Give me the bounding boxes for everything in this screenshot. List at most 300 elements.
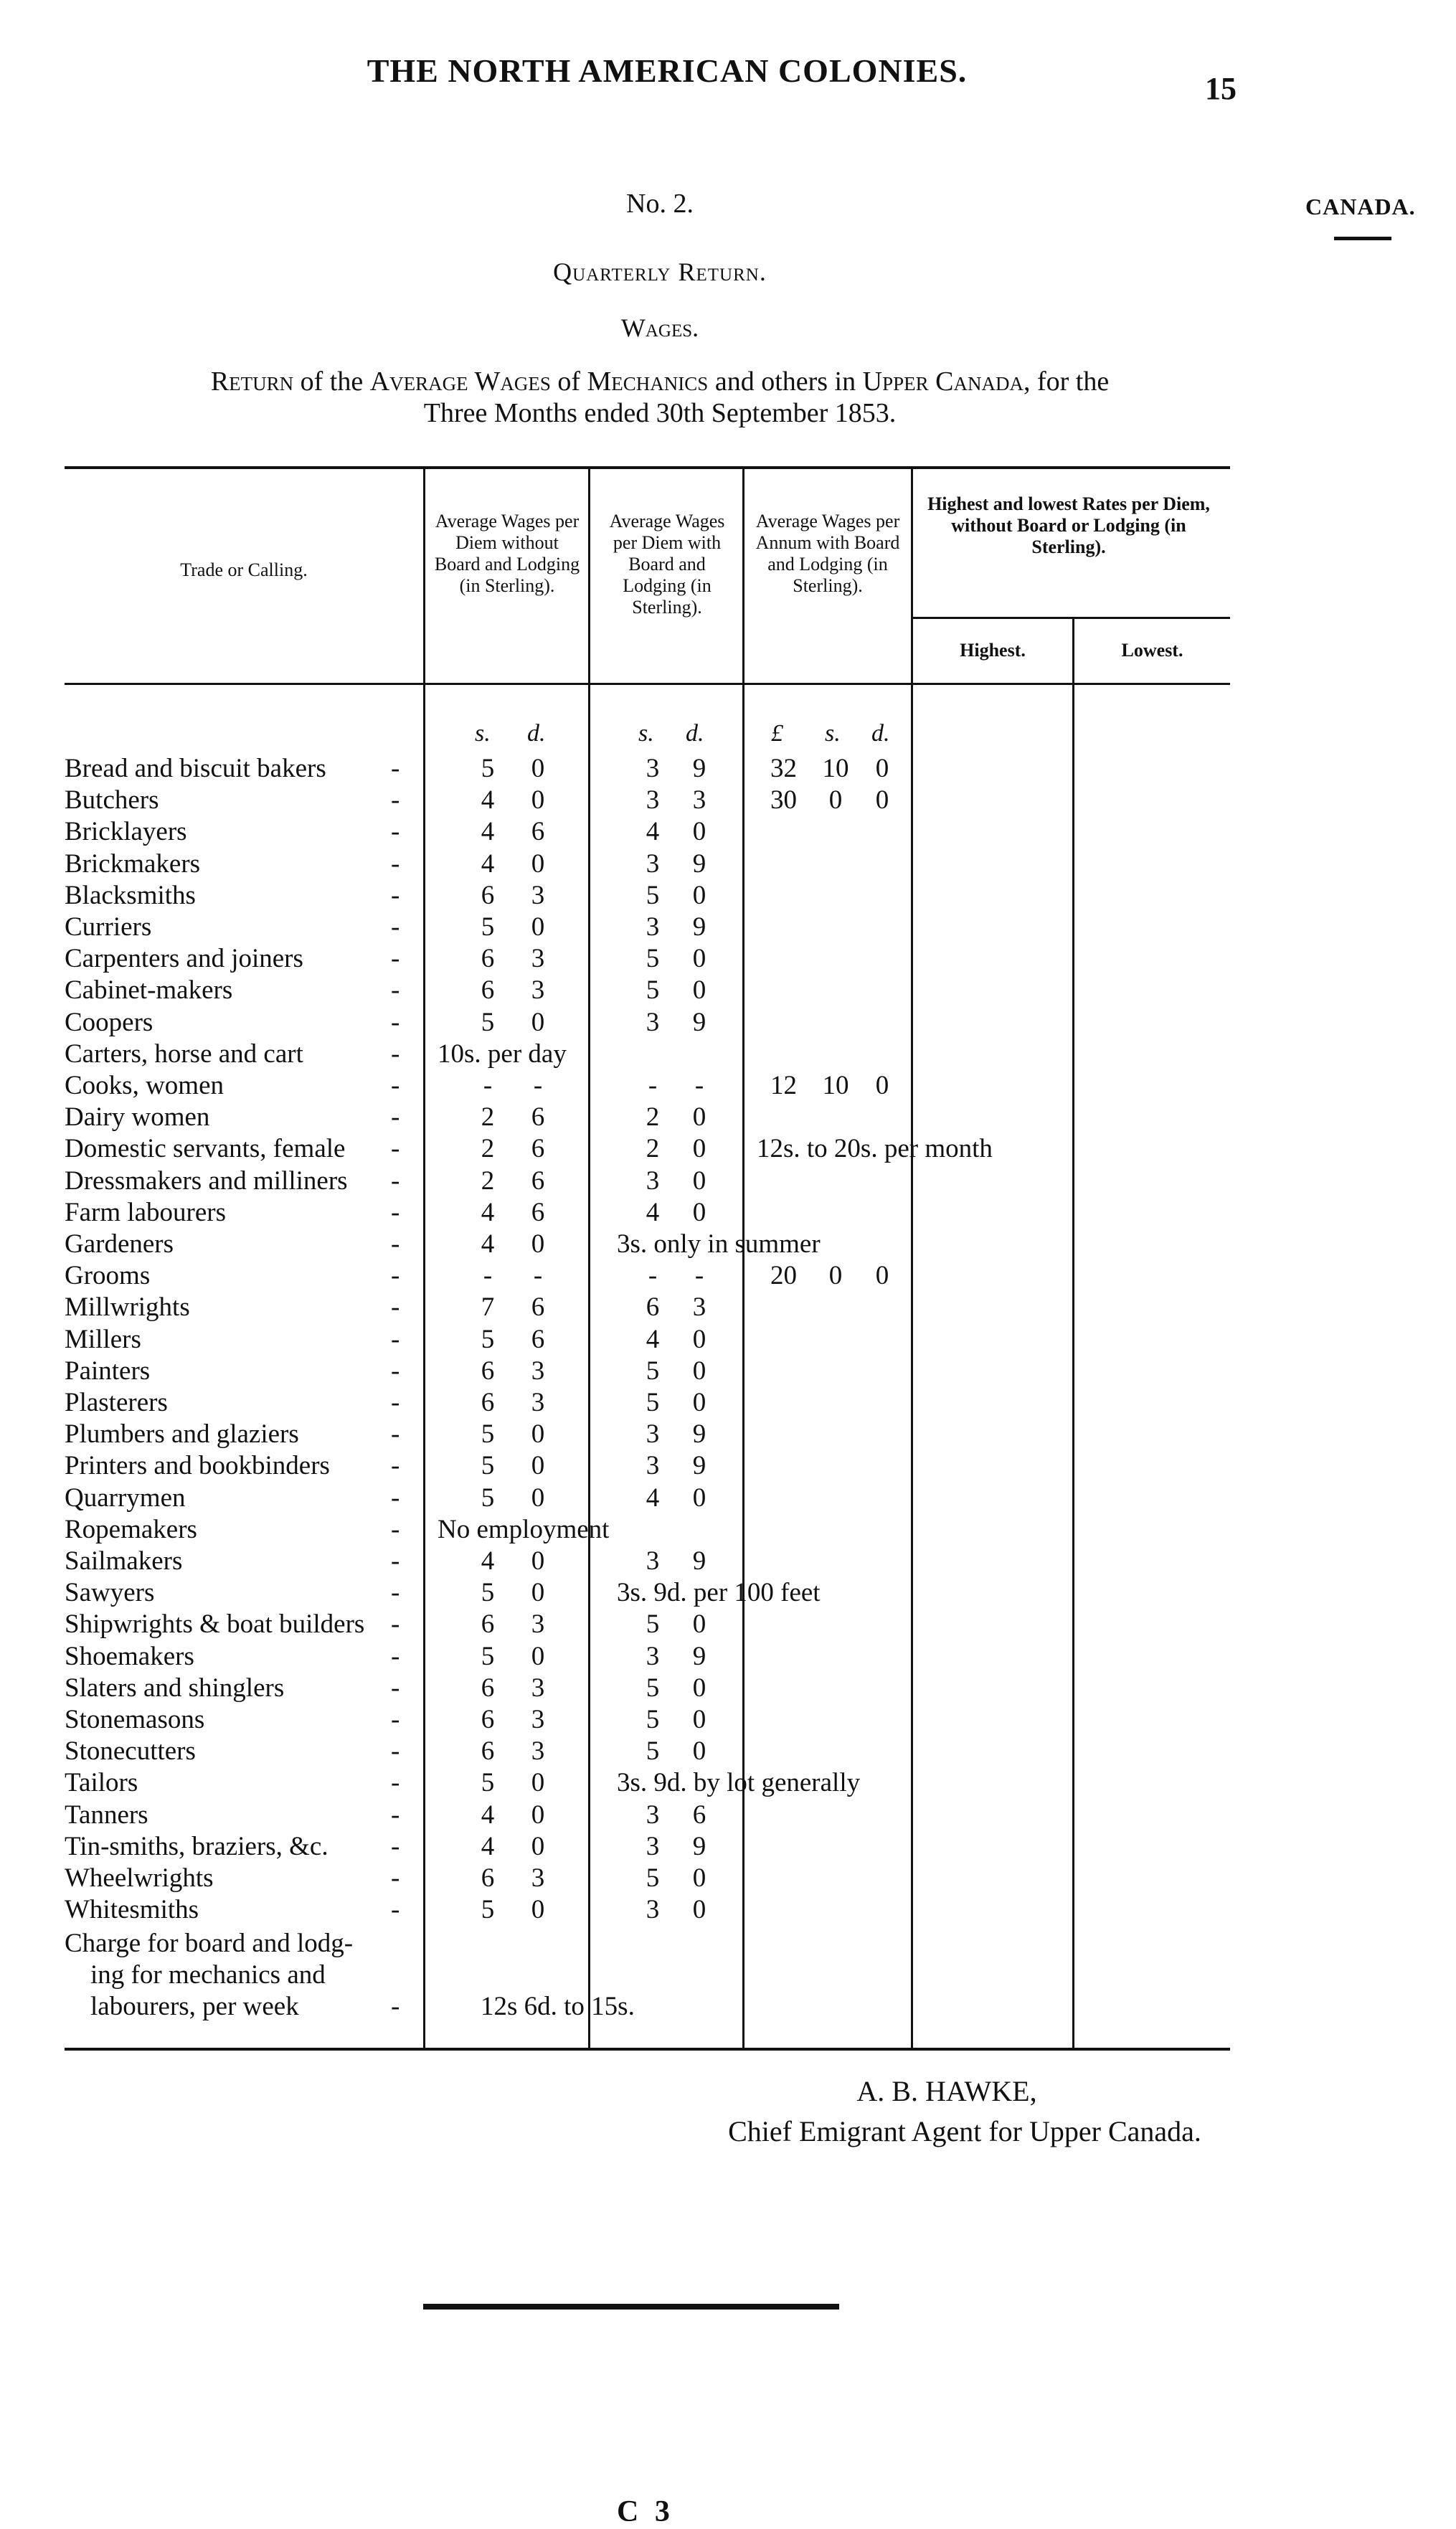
table-row (65, 1483, 1230, 1514)
value-c2s: 5 (646, 880, 660, 910)
trade-name: Quarrymen (65, 1483, 186, 1513)
leader-dash: - (391, 1102, 400, 1133)
trade-name: Farm labourers (65, 1197, 227, 1227)
value-c2d: 0 (692, 1197, 706, 1227)
return-title (86, 366, 1234, 429)
leader-dash: - (391, 1992, 400, 2021)
value-c2s: 4 (646, 1483, 660, 1513)
value-c1d: 0 (531, 1831, 545, 1861)
board-row-line-3 (65, 1991, 1230, 2023)
value-c1d: 0 (531, 785, 545, 816)
value-c2s: 6 (646, 1292, 660, 1323)
value-c1s: 4 (481, 1229, 495, 1259)
table-row (65, 1356, 1230, 1387)
value-c1d: 6 (531, 1292, 545, 1323)
trade-name: Coopers (65, 1007, 153, 1037)
value-c2s: 5 (646, 1356, 660, 1386)
leader-dash: - (391, 1609, 400, 1640)
value-c2s: 3 (646, 912, 660, 942)
table-row (65, 1070, 1230, 1102)
leader-dash: - (391, 975, 400, 1006)
value-c2s: 5 (646, 1863, 660, 1893)
value-c1d: 3 (531, 1356, 545, 1386)
value-c1d: 0 (531, 1451, 545, 1481)
table-row (65, 1292, 1230, 1323)
value-c2d: 0 (692, 1324, 706, 1354)
leader-dash: - (391, 1071, 400, 1100)
title-text: of the (293, 367, 370, 397)
trade-name: Carters, horse and cart (65, 1039, 303, 1069)
value-c3s: 10 (822, 754, 849, 783)
value-c1s: 6 (481, 1356, 495, 1386)
value-c2d: 0 (692, 1356, 706, 1386)
value-c1s: 5 (481, 1419, 495, 1450)
table-row (65, 1387, 1230, 1419)
trade-name: Sailmakers (65, 1546, 183, 1576)
table-row (65, 1133, 1230, 1165)
value-c1d: 0 (531, 848, 545, 879)
trade-name: Shipwrights & boat builders (65, 1609, 365, 1640)
value-c1d: 3 (531, 975, 545, 1006)
value-c2s: - (648, 1071, 658, 1100)
value-c1d: 0 (531, 754, 545, 783)
leader-dash: - (391, 754, 400, 783)
page-number: 15 (1205, 71, 1237, 106)
value-c2d: 0 (692, 1388, 706, 1417)
value-c2s: - (648, 1261, 658, 1291)
value-c2s: 3 (646, 785, 660, 816)
table-row (65, 753, 1230, 785)
signature-title: Chief Emigrant Agent for Upper Canada. (728, 2115, 1201, 2147)
value-c1d: - (533, 1071, 543, 1100)
trade-name: Painters (65, 1356, 151, 1386)
value-c1s: 4 (481, 1546, 495, 1576)
spanning-note: 10s. per day (438, 1039, 567, 1069)
value-c2d: 9 (692, 754, 706, 783)
value-c2s: 5 (646, 975, 660, 1006)
value-c3l: 12 (770, 1071, 797, 1100)
trade-name: Butchers (65, 785, 159, 816)
header-col3: Average Wages per Annum with Board and Lodging (in Sterling). (755, 511, 900, 596)
quarterly-heading: Quarterly Return. (553, 257, 767, 286)
table-row (65, 1863, 1230, 1894)
title-text: and others in (708, 367, 863, 397)
value-c2d: 9 (692, 1641, 706, 1671)
value-c3s: 0 (828, 1261, 843, 1291)
unit-s-col1: s. (475, 720, 491, 747)
trade-name: Cabinet-makers (65, 975, 233, 1006)
value-c2s: 3 (646, 1166, 660, 1196)
table-row (65, 880, 1230, 912)
value-c2s: 5 (646, 1736, 660, 1767)
value-c2s: 3 (646, 1451, 660, 1481)
leader-dash: - (391, 1863, 400, 1893)
value-c1s: 6 (481, 1673, 495, 1703)
value-c2d: 9 (692, 912, 706, 942)
value-c2d: 3 (692, 1292, 706, 1323)
unit-pound-col3: £ (771, 720, 783, 747)
value-c3d: 0 (875, 1071, 889, 1100)
table-row (65, 848, 1230, 880)
table-row (65, 1229, 1230, 1260)
table-row (65, 1894, 1230, 1926)
value-c2s: 3 (646, 1419, 660, 1450)
value-c2s: 2 (646, 1134, 660, 1164)
trade-name: Plumbers and glaziers (65, 1419, 299, 1450)
value-c3l: 32 (770, 754, 797, 783)
value-c1s: 4 (481, 1800, 495, 1830)
table-row (65, 1831, 1230, 1863)
value-c1d: 6 (531, 1324, 545, 1354)
side-note-rule (1334, 237, 1391, 240)
wages-heading: Wages. (620, 313, 699, 342)
value-c1s: 5 (481, 912, 495, 942)
leader-dash: - (391, 1641, 400, 1671)
trade-name: Tailors (65, 1768, 138, 1798)
leader-dash: - (391, 1705, 400, 1734)
leader-dash: - (391, 912, 400, 942)
value-c2s: 3 (646, 848, 660, 879)
table-row (65, 1641, 1230, 1673)
value-c1s: 5 (481, 1578, 495, 1608)
trade-name: Blacksmiths (65, 880, 196, 910)
value-c2d: 0 (692, 1736, 706, 1767)
leader-dash: - (391, 1292, 400, 1323)
value-c1s: 5 (481, 1483, 495, 1513)
value-c1s: 5 (481, 754, 495, 783)
value-c1s: 4 (481, 1831, 495, 1861)
value-c1s: 4 (481, 1197, 495, 1227)
table-row (65, 1166, 1230, 1197)
header-col1: Average Wages per Diem without Board and Lodging (in Sterling). (434, 511, 580, 596)
trade-name: Bread and biscuit bakers (65, 754, 326, 783)
unit-d-col2: d. (686, 720, 704, 747)
header-trade: Trade or Calling. (180, 559, 308, 580)
trade-name: Bricklayers (65, 817, 187, 847)
table-row (65, 1007, 1230, 1039)
value-c1s: 7 (481, 1292, 495, 1323)
value-c2d: - (694, 1261, 704, 1291)
return-number: No. 2. (626, 189, 694, 219)
value-c1s: 5 (481, 1007, 495, 1037)
value-c2d: 0 (692, 1705, 706, 1734)
table-row (65, 1736, 1230, 1767)
leader-dash: - (391, 817, 400, 847)
value-c1d: 0 (531, 1895, 545, 1925)
signature-mark: C 3 (617, 2495, 674, 2528)
trade-name: Millwrights (65, 1292, 190, 1323)
value-c2s: 3 (646, 1546, 660, 1576)
value-c2d: 0 (692, 1483, 706, 1513)
value-c1d: 0 (531, 1419, 545, 1450)
value-c1d: 3 (531, 1609, 545, 1640)
table-row (65, 1800, 1230, 1831)
value-c2s: 3 (646, 1800, 660, 1830)
trade-name: Dressmakers and milliners (65, 1166, 348, 1196)
header-lowest: Lowest. (1121, 640, 1183, 661)
table-row (65, 1673, 1230, 1704)
value-c1d: 0 (531, 1800, 545, 1830)
trade-name: Shoemakers (65, 1641, 194, 1671)
value-c1d: 3 (531, 880, 545, 910)
leader-dash: - (391, 1800, 400, 1830)
trade-name: Slaters and shinglers (65, 1673, 285, 1703)
table-row (65, 1197, 1230, 1229)
unit-s-col3: s. (825, 720, 841, 747)
value-c1d: 0 (531, 1768, 545, 1798)
value-c1s: 2 (481, 1134, 495, 1164)
title-word-mechanics: Mechanics (587, 367, 709, 397)
value-c2d: 6 (692, 1800, 706, 1830)
value-c1s: - (483, 1261, 493, 1291)
value-c1s: 6 (481, 1388, 495, 1417)
value-c1s: 4 (481, 848, 495, 879)
value-c1s: 2 (481, 1166, 495, 1196)
table-row (65, 816, 1230, 848)
value-c2s: 4 (646, 1197, 660, 1227)
table-row (65, 1767, 1230, 1799)
closing-rule (423, 2304, 839, 2310)
leader-dash: - (391, 1514, 400, 1544)
value-c3d: 0 (875, 754, 889, 783)
table-bottom-rule (65, 2048, 1230, 2051)
leader-dash: - (391, 1039, 400, 1069)
trade-name: Cooks, women (65, 1071, 224, 1100)
value-c3d: 0 (875, 785, 889, 816)
spanning-note: 3s. 9d. by lot generally (617, 1768, 861, 1798)
value-c1d: 0 (531, 912, 545, 942)
value-c1d: 6 (531, 1102, 545, 1133)
header-highest: Highest. (960, 640, 1026, 661)
value-c1d: 0 (531, 1578, 545, 1608)
spanning-note: 3s. 9d. per 100 feet (617, 1578, 821, 1608)
value-c1s: 6 (481, 1736, 495, 1767)
title-text: of (550, 367, 587, 397)
value-c3s: 10 (822, 1071, 849, 1100)
value-c2s: 3 (646, 1007, 660, 1037)
leader-dash: - (391, 1007, 400, 1037)
value-c2s: 2 (646, 1102, 660, 1133)
value-c1d: 3 (531, 1388, 545, 1417)
value-c1s: 4 (481, 785, 495, 816)
value-c3l: 20 (770, 1261, 797, 1291)
trade-name: Ropemakers (65, 1514, 197, 1544)
value-c2d: 0 (692, 1673, 706, 1703)
value-c2d: 0 (692, 944, 706, 974)
leader-dash: - (391, 1768, 400, 1798)
value-c2d: 0 (692, 1609, 706, 1640)
leader-dash: - (391, 1736, 400, 1767)
table-row (65, 1546, 1230, 1577)
value-c1s: 6 (481, 880, 495, 910)
leader-dash: - (391, 785, 400, 816)
table-row (65, 785, 1230, 816)
value-c2d: 0 (692, 1166, 706, 1196)
value-c1s: 5 (481, 1641, 495, 1671)
table-row (65, 1039, 1230, 1070)
table-row (65, 1102, 1230, 1133)
board-row-line-1 (65, 1928, 1230, 1960)
value-c1s: 5 (481, 1324, 495, 1354)
value-c2d: 0 (692, 1895, 706, 1925)
leader-dash: - (391, 944, 400, 974)
table-row (65, 1704, 1230, 1736)
value-c1s: 6 (481, 1863, 495, 1893)
value-c1s: 6 (481, 1705, 495, 1734)
value-c1s: 4 (481, 817, 495, 847)
title-text: , for the (1023, 367, 1110, 397)
subheader-rule (911, 617, 1230, 619)
title-word-upper-canada: Upper Canada (862, 367, 1024, 397)
leader-dash: - (391, 1229, 400, 1259)
board-row-value: 12s 6d. to 15s. (481, 1992, 635, 2021)
table-row (65, 975, 1230, 1006)
table-row (65, 912, 1230, 943)
trade-name: Wheelwrights (65, 1863, 214, 1893)
value-c1s: - (483, 1071, 493, 1100)
value-c1s: 5 (481, 1451, 495, 1481)
trade-name: Stonemasons (65, 1705, 205, 1734)
title-word-return: Return (210, 367, 294, 397)
title-line-2: Three Months ended 30th September 1853. (423, 398, 897, 428)
trade-name: Gardeners (65, 1229, 174, 1259)
value-c1s: 5 (481, 1895, 495, 1925)
value-c1s: 6 (481, 975, 495, 1006)
value-c1d: 6 (531, 817, 545, 847)
value-c1d: 0 (531, 1546, 545, 1576)
leader-dash: - (391, 1451, 400, 1481)
trade-name: Whitesmiths (65, 1895, 199, 1925)
value-c1d: 3 (531, 1863, 545, 1893)
value-c2s: 5 (646, 1609, 660, 1640)
header-col2: Average Wages per Diem with Board and Lodging (in Sterling). (609, 511, 725, 618)
value-c3d: 0 (875, 1261, 889, 1291)
value-c2d: 9 (692, 1831, 706, 1861)
board-row-text: Charge for board and lodg- (65, 1929, 354, 1958)
leader-dash: - (391, 1166, 400, 1196)
leader-dash: - (391, 1419, 400, 1450)
value-c2s: 3 (646, 754, 660, 783)
value-c1d: 3 (531, 1705, 545, 1734)
trade-name: Stonecutters (65, 1736, 196, 1767)
leader-dash: - (391, 1197, 400, 1227)
value-c2d: 9 (692, 1451, 706, 1481)
value-c2s: 3 (646, 1895, 660, 1925)
table-row (65, 1450, 1230, 1482)
leader-dash: - (391, 1673, 400, 1703)
leader-dash: - (391, 1388, 400, 1417)
wage-table (65, 466, 1230, 2051)
value-c2d: 9 (692, 848, 706, 879)
value-c2s: 4 (646, 817, 660, 847)
trade-name: Brickmakers (65, 848, 201, 879)
trade-name: Printers and bookbinders (65, 1451, 330, 1481)
value-c1d: 0 (531, 1483, 545, 1513)
value-c2s: 5 (646, 944, 660, 974)
value-c1d: 0 (531, 1007, 545, 1037)
value-c1d: 6 (531, 1166, 545, 1196)
table-top-rule (65, 466, 1230, 469)
header-col4: Highest and lowest Rates per Diem, without Board or Lodging (in Sterling). (927, 493, 1210, 557)
value-c1s: 5 (481, 1768, 495, 1798)
leader-dash: - (391, 1895, 400, 1925)
table-row (65, 1419, 1230, 1450)
value-c1d: 0 (531, 1229, 545, 1259)
board-row-line-2 (65, 1960, 1230, 1991)
trade-name: Tin-smiths, braziers, &c. (65, 1831, 328, 1861)
table-row (65, 1260, 1230, 1292)
value-c1d: 3 (531, 1736, 545, 1767)
value-c2s: 4 (646, 1324, 660, 1354)
value-c2s: 5 (646, 1673, 660, 1703)
value-c2d: 9 (692, 1007, 706, 1037)
board-row-text: ing for mechanics and (90, 1960, 326, 1990)
table-row (65, 1577, 1230, 1609)
leader-dash: - (391, 1261, 400, 1291)
value-c2s: 3 (646, 1831, 660, 1861)
leader-dash: - (391, 1483, 400, 1513)
leader-dash: - (391, 848, 400, 879)
spanning-note: 12s. to 20s. per month (757, 1134, 993, 1164)
value-c2d: 0 (692, 1134, 706, 1164)
value-c3l: 30 (770, 785, 797, 816)
side-note: CANADA. (1305, 194, 1416, 219)
trade-name: Carpenters and joiners (65, 944, 303, 974)
unit-d-col3: d. (871, 720, 890, 747)
value-c1d: 6 (531, 1197, 545, 1227)
value-c2d: 0 (692, 817, 706, 847)
title-word-average-wages: Average Wages (369, 367, 551, 397)
value-c2d: 0 (692, 880, 706, 910)
board-row-text: labourers, per week (90, 1992, 299, 2021)
leader-dash: - (391, 1578, 400, 1608)
leader-dash: - (391, 880, 400, 910)
value-c2d: 3 (692, 785, 706, 816)
value-c1s: 2 (481, 1102, 495, 1133)
value-c2d: - (694, 1071, 704, 1100)
header-bottom-rule (65, 683, 1230, 685)
trade-name: Domestic servants, female (65, 1134, 346, 1164)
value-c3s: 0 (828, 785, 843, 816)
unit-d-col1: d. (527, 720, 546, 747)
value-c2s: 3 (646, 1641, 660, 1671)
value-c2s: 5 (646, 1705, 660, 1734)
table-row (65, 1609, 1230, 1640)
signature-name: A. B. HAWKE, (856, 2075, 1037, 2107)
spanning-note: No employment (438, 1514, 610, 1544)
leader-dash: - (391, 1324, 400, 1354)
leader-dash: - (391, 1546, 400, 1576)
leader-dash: - (391, 1356, 400, 1386)
value-c1d: 3 (531, 1673, 545, 1703)
trade-name: Millers (65, 1324, 141, 1354)
table-row (65, 943, 1230, 975)
trade-name: Curriers (65, 912, 152, 942)
unit-s-col2: s. (638, 720, 654, 747)
leader-dash: - (391, 1134, 400, 1164)
value-c2d: 0 (692, 1102, 706, 1133)
trade-name: Tanners (65, 1800, 148, 1830)
table-row (65, 1324, 1230, 1356)
spanning-note: 3s. only in summer (617, 1229, 821, 1259)
trade-name: Grooms (65, 1261, 151, 1291)
value-c1d: - (533, 1261, 543, 1291)
trade-name: Sawyers (65, 1578, 155, 1608)
table-row (65, 1514, 1230, 1546)
running-head: THE NORTH AMERICAN COLONIES. (367, 52, 968, 89)
trade-name: Dairy women (65, 1102, 210, 1133)
value-c2d: 0 (692, 975, 706, 1006)
